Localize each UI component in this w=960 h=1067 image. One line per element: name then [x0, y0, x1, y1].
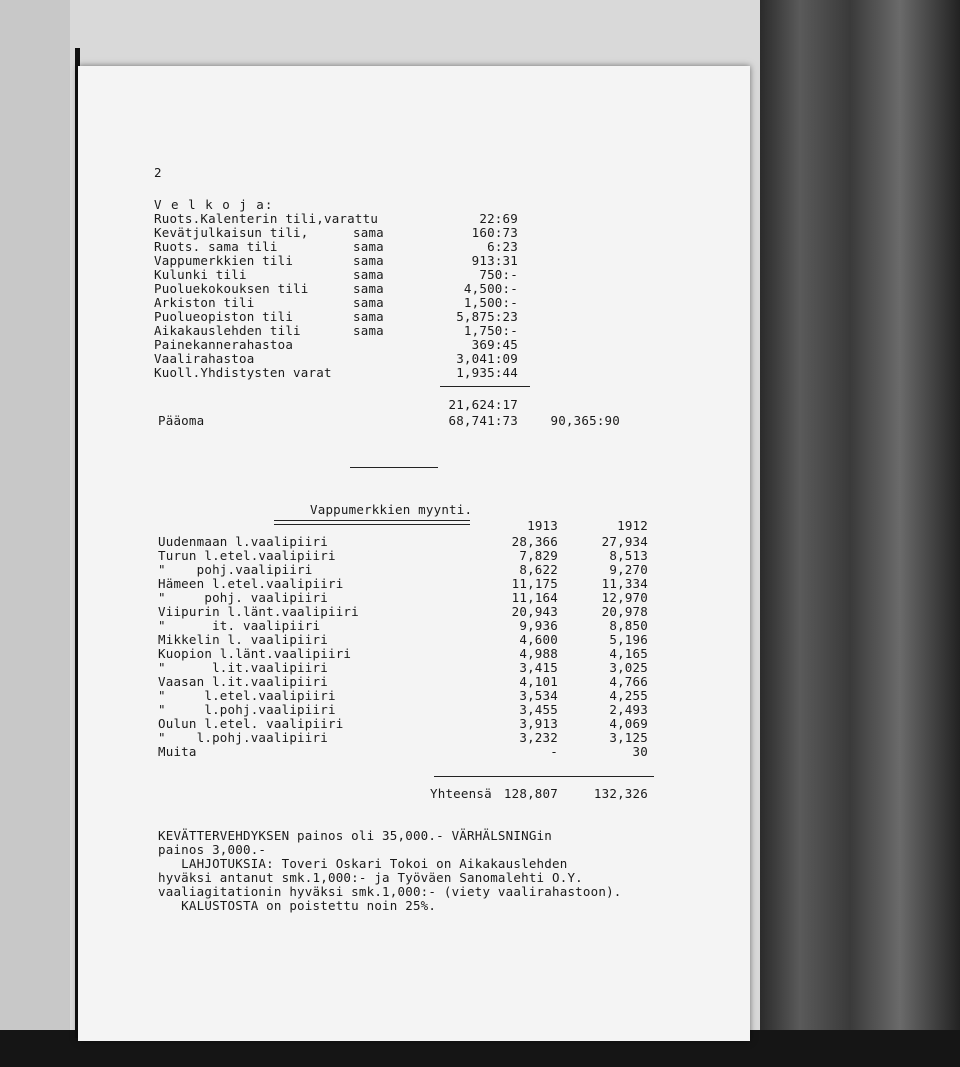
list-item-label: Kevätjulkaisun tili,: [154, 225, 309, 240]
table-cell-1913: 28,366: [511, 534, 558, 549]
total-1912: 132,326: [593, 786, 648, 801]
table-cell-1913: 9,936: [519, 618, 558, 633]
note-line: KEVÄTTERVEHDYKSEN painos oli 35,000.- VÄRHÄLSNINGin: [158, 828, 553, 843]
list-item-label: Vappumerkkien tili: [154, 253, 294, 268]
table-row-label: Vaasan l.it.vaalipiiri: [158, 674, 328, 689]
table-cell-1913: 3,415: [519, 660, 558, 675]
background-sheet-edge: [0, 0, 70, 1030]
document-page: [78, 66, 750, 1041]
paaoma-label: Pääoma: [158, 413, 205, 428]
list-item-note: sama: [353, 253, 384, 268]
subtotal-rule: [440, 386, 530, 387]
table-row-label: Kuopion l.länt.vaalipiiri: [158, 646, 352, 661]
table-cell-1912: 30: [632, 744, 648, 759]
total-rule: [434, 776, 654, 777]
table-cell-1913: -: [550, 744, 558, 759]
table-cell-1913: 4,988: [519, 646, 558, 661]
year-1913-header: 1913: [527, 518, 558, 533]
list-item-amount: 5,875:23: [456, 309, 518, 324]
table-row-label: Uudenmaan l.vaalipiiri: [158, 534, 328, 549]
note-line: painos 3,000.-: [158, 842, 267, 857]
page-number: 2: [154, 165, 162, 180]
list-item-label: Arkiston tili: [154, 295, 255, 310]
paaoma-amount: 68,741:73: [448, 413, 518, 428]
list-item-note: sama: [353, 267, 384, 282]
list-item-amount: 6:23: [487, 239, 518, 254]
table-cell-1913: 3,534: [519, 688, 558, 703]
table-cell-1913: 7,829: [519, 548, 558, 563]
table-cell-1912: 8,850: [609, 618, 648, 633]
table-cell-1913: 11,175: [511, 576, 558, 591]
list-item-amount: 22:69: [479, 211, 518, 226]
table-row-label: Oulun l.etel. vaalipiiri: [158, 716, 344, 731]
note-line: KALUSTOSTA on poistettu noin 25%.: [158, 898, 437, 913]
table-cell-1913: 8,622: [519, 562, 558, 577]
table-cell-1912: 12,970: [601, 590, 648, 605]
list-item-note: sama: [353, 281, 384, 296]
table-row-label: Hämeen l.etel.vaalipiiri: [158, 576, 344, 591]
table-row-label: " l.pohj.vaalipiiri: [158, 730, 328, 745]
velkoja-heading: V e l k o j a:: [154, 197, 274, 212]
list-item-label: Kuoll.Yhdistysten varat: [154, 365, 332, 380]
table-cell-1912: 3,125: [609, 730, 648, 745]
list-item-amount: 4,500:-: [463, 281, 518, 296]
list-item-label: Vaalirahastoa: [154, 351, 255, 366]
table-row-label: " pohj. vaalipiiri: [158, 590, 328, 605]
list-item-label: Puoluekokouksen tili: [154, 281, 309, 296]
table-row-label: Mikkelin l. vaalipiiri: [158, 632, 328, 647]
list-item-note: sama: [353, 225, 384, 240]
table-row-label: " it. vaalipiiri: [158, 618, 321, 633]
list-item-label: Ruots.Kalenterin tili,varattu: [154, 211, 379, 226]
table-cell-1912: 4,766: [609, 674, 648, 689]
section-divider: [350, 467, 438, 468]
table-row-label: " l.pohj.vaalipiiri: [158, 702, 336, 717]
year-1912-header: 1912: [617, 518, 648, 533]
table-row-label: Muita: [158, 744, 197, 759]
table-cell-1913: 3,913: [519, 716, 558, 731]
table-cell-1912: 20,978: [601, 604, 648, 619]
note-line: LAHJOTUKSIA: Toveri Oskari Tokoi on Aikakauslehden: [158, 856, 568, 871]
list-item-label: Aikakauslehden tili: [154, 323, 301, 338]
list-item-amount: 913:31: [471, 253, 518, 268]
table-cell-1912: 4,069: [609, 716, 648, 731]
table-row-label: Turun l.etel.vaalipiiri: [158, 548, 336, 563]
list-item-amount: 1,935:44: [456, 365, 518, 380]
table-cell-1912: 2,493: [609, 702, 648, 717]
table-row-label: " l.it.vaalipiiri: [158, 660, 328, 675]
list-item-label: Painekannerahastoa: [154, 337, 294, 352]
list-item-amount: 160:73: [471, 225, 518, 240]
table-row-label: " l.etel.vaalipiiri: [158, 688, 336, 703]
list-item-amount: 3,041:09: [456, 351, 518, 366]
table-cell-1913: 3,455: [519, 702, 558, 717]
list-item-amount: 1,500:-: [463, 295, 518, 310]
list-item-note: sama: [353, 309, 384, 324]
vappu-title: Vappumerkkien myynti.: [310, 502, 473, 517]
total-1913: 128,807: [503, 786, 558, 801]
table-cell-1912: 8,513: [609, 548, 648, 563]
table-cell-1913: 11,164: [511, 590, 558, 605]
list-item-amount: 750:-: [479, 267, 518, 282]
table-cell-1913: 3,232: [519, 730, 558, 745]
table-cell-1912: 9,270: [609, 562, 648, 577]
list-item-note: sama: [353, 323, 384, 338]
table-row-label: " pohj.vaalipiiri: [158, 562, 313, 577]
book-binding: [760, 0, 960, 1067]
table-cell-1912: 4,255: [609, 688, 648, 703]
note-line: hyväksi antanut smk.1,000:- ja Työväen Sanomalehti O.Y.: [158, 870, 583, 885]
table-cell-1913: 20,943: [511, 604, 558, 619]
list-item-note: sama: [353, 239, 384, 254]
note-line: vaaliagitationin hyväksi smk.1,000:- (viety vaalirahastoon).: [158, 884, 622, 899]
total-label: Yhteensä: [430, 786, 492, 801]
list-item-amount: 369:45: [471, 337, 518, 352]
list-item-label: Ruots. sama tili: [154, 239, 278, 254]
table-cell-1913: 4,600: [519, 632, 558, 647]
vappu-title-underline: [274, 520, 470, 525]
grand-total: 90,365:90: [550, 413, 620, 428]
list-item-amount: 1,750:-: [463, 323, 518, 338]
subtotal-amount: 21,624:17: [448, 397, 518, 412]
list-item-label: Kulunki tili: [154, 267, 247, 282]
table-row-label: Viipurin l.länt.vaalipiiri: [158, 604, 359, 619]
table-cell-1913: 4,101: [519, 674, 558, 689]
list-item-label: Puolueopiston tili: [154, 309, 294, 324]
table-cell-1912: 5,196: [609, 632, 648, 647]
list-item-note: sama: [353, 295, 384, 310]
table-cell-1912: 11,334: [601, 576, 648, 591]
table-cell-1912: 3,025: [609, 660, 648, 675]
table-cell-1912: 27,934: [601, 534, 648, 549]
table-cell-1912: 4,165: [609, 646, 648, 661]
